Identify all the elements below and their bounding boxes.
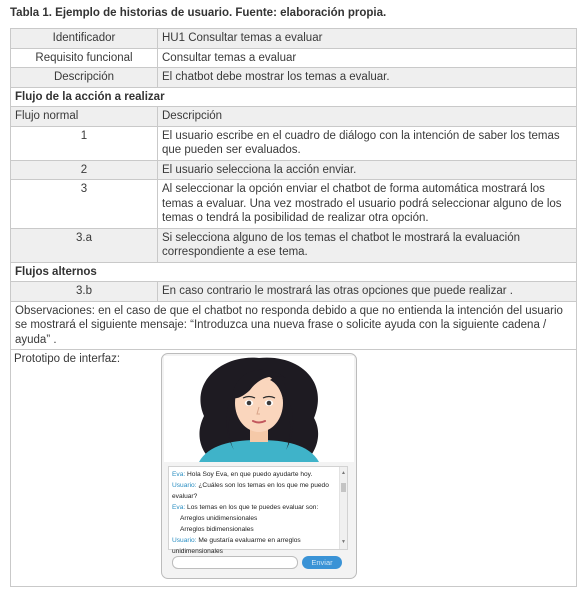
prototype-cell xyxy=(11,350,577,587)
chat-text: Hola Soy Eva, en que puedo ayudarte hoy. xyxy=(187,471,313,478)
chat-text: Los temas en los que te puedes evaluar son: xyxy=(187,504,319,511)
chatbot-window xyxy=(161,353,357,579)
chat-speaker: Eva: xyxy=(172,471,186,478)
row-label: Identificador xyxy=(11,29,158,49)
step-text: El usuario selecciona la acción enviar. xyxy=(158,160,577,180)
chat-log[interactable] xyxy=(168,466,348,555)
section-header-row xyxy=(11,262,577,282)
message-input[interactable] xyxy=(172,556,298,569)
step-id: 3 xyxy=(11,180,158,229)
column-header-flow: Flujo normal xyxy=(11,107,158,127)
chatbot-avatar xyxy=(164,356,354,462)
table-row xyxy=(11,126,577,160)
prototype-row xyxy=(11,350,577,587)
step-text: Si selecciona alguno de los temas el chatbot le mostrará la evaluación correspondiente a ese tema. xyxy=(158,228,577,262)
user-story-table xyxy=(10,28,577,587)
step-id: 2 xyxy=(11,160,158,180)
row-label: Requisito funcional xyxy=(11,48,158,68)
row-value: El chatbot debe mostrar los temas a evaluar. xyxy=(158,68,577,88)
prototype-label: Prototipo de interfaz: xyxy=(14,353,121,365)
step-id: 3.a xyxy=(11,228,158,262)
avatar-illustration xyxy=(164,356,354,462)
chat-message xyxy=(172,469,344,480)
chat-message xyxy=(172,480,344,502)
step-text: Al seleccionar la opción enviar el chatbot de forma automática mostrará los temas a evaluar. Una vez mostrado el usuario podrá seleccionar alguno de los temas o tendrá la posibilidad de realizar otra opción. xyxy=(158,180,577,229)
step-text: En caso contrario le mostrará las otras opciones que puede realizar . xyxy=(158,282,577,302)
chat-message xyxy=(172,502,344,513)
section-header-row xyxy=(11,87,577,107)
table-row xyxy=(11,68,577,88)
row-value: HU1 Consultar temas a evaluar xyxy=(158,29,577,49)
chat-message xyxy=(172,513,344,524)
scroll-thumb[interactable] xyxy=(341,483,346,492)
scroll-up-icon[interactable]: ▲ xyxy=(341,470,346,476)
chat-scrollbar[interactable] xyxy=(339,467,347,549)
chat-speaker: Usuario: xyxy=(172,537,197,544)
observations-text: Observaciones: en el caso de que el chatbot no responda debido a que no entienda la intención del usuario se mostrará el siguiente mensaje: “Introduzca una nueva frase o solicite ayuda con la siguiente cadena / ayuda” . xyxy=(11,301,577,350)
row-label: Descripción xyxy=(11,68,158,88)
column-header-description: Descripción xyxy=(158,107,577,127)
observations-row xyxy=(11,301,577,350)
chat-text: Me gustaría evaluarme en arreglos unidimensionales xyxy=(172,537,301,555)
chat-text: ¿Cuáles son los temas en los que me puedo evaluar? xyxy=(172,482,329,500)
alt-flows-title: Flujos alternos xyxy=(11,262,577,282)
table-row xyxy=(11,180,577,229)
step-id: 1 xyxy=(11,126,158,160)
chat-message xyxy=(172,535,344,557)
table-row xyxy=(11,282,577,302)
main-flow-title: Flujo de la acción a realizar xyxy=(11,87,577,107)
table-row xyxy=(11,160,577,180)
chat-speaker: Usuario: xyxy=(172,482,197,489)
step-text: El usuario escribe en el cuadro de diálogo con la intención de saber los temas que pueden ser evaluados. xyxy=(158,126,577,160)
scroll-down-icon[interactable]: ▼ xyxy=(341,539,346,545)
column-header-row xyxy=(11,107,577,127)
chat-input-row xyxy=(172,556,344,570)
table-row xyxy=(11,48,577,68)
chat-message xyxy=(172,524,344,535)
step-id: 3.b xyxy=(11,282,158,302)
chat-speaker: Eva: xyxy=(172,504,186,511)
chat-text: Arreglos bidimensionales xyxy=(180,526,254,533)
table-caption: Tabla 1. Ejemplo de historias de usuario. Fuente: elaboración propia. xyxy=(10,7,387,19)
send-button[interactable]: Enviar xyxy=(302,556,342,569)
row-value: Consultar temas a evaluar xyxy=(158,48,577,68)
table-row xyxy=(11,228,577,262)
chat-text: Arreglos unidimensionales xyxy=(180,515,258,522)
table-row xyxy=(11,29,577,49)
